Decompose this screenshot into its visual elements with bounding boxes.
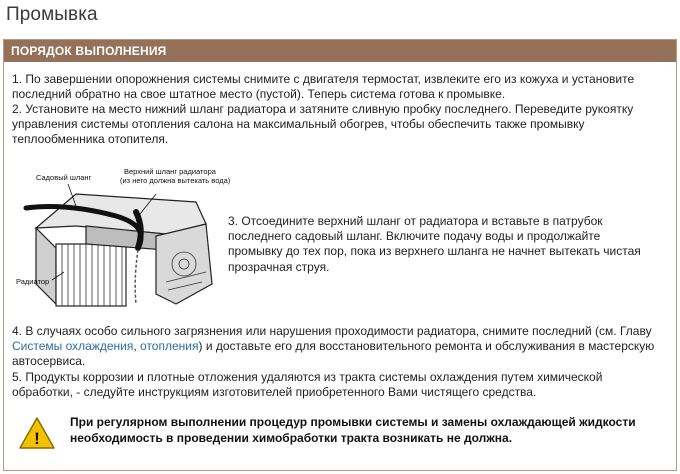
step-3-text: 3. Отсоедините верхний шланг от радиатора и вставьте в патрубок последнего садовый шланг. Включите подачу воды и продолжайте промывку до тех пор, пока из верхнего шланга не начнет вытекать чистая прозрачная струя. (228, 214, 641, 274)
section-header: ПОРЯДОК ВЫПОЛНЕНИЯ (4, 40, 676, 62)
procedure-section (3, 39, 677, 471)
page-title: Промывка (6, 4, 98, 25)
warning-triangle-icon (18, 416, 56, 450)
step-4-text (12, 324, 672, 370)
cooling-system-link[interactable]: Системы охлаждения (12, 339, 134, 354)
label-garden-hose: Садовый шланг (36, 173, 92, 182)
step-5-text: 5. Продукты коррозии и плотные отложения удаляются из тракта системы охлаждения путем химической обработки, - следуйте инструкциям изготовителей приобретенного Вами чистящего средства. (12, 370, 603, 400)
label-upper-hose-line2: (из него должна вытекать вода) (120, 176, 231, 185)
warning-exclamation: ! (34, 429, 40, 448)
warning-text: При регулярном выполнении процедур промывки системы и замены охлаждающей жидкости необходимость в проведении химобработки тракта возникать не должна. (70, 415, 636, 445)
warning-note (18, 412, 668, 456)
heating-link[interactable]: отопления (140, 339, 199, 354)
step-1-text: 1. По завершении опорожнения системы снимите с двигателя термостат, извлеките его из кожуха и установите последний обратно на свое штатное место (пустой). Теперь система готова к промывке. (12, 72, 635, 102)
radiator-flush-illustration (16, 164, 231, 316)
label-radiator: Радиатор (16, 277, 50, 286)
step-4-separator: , (133, 339, 141, 354)
radiator-drawing (16, 164, 231, 316)
step-4-text-before: 4. В случаях особо сильного загрязнения или нарушения проходимости радиатора, снимите последний (см. Главу (12, 324, 652, 338)
step-4-text-after: ) и доставьте его для восстановительного ремонта и обслуживания в мастерскую автосервиса. (12, 339, 655, 369)
step-2-text: 2. Установите на место нижний шланг радиатора и затяните сливную пробку последнего. Переведите рукоятку управления системы отопления салона на максимальный обогрев, чтобы обеспечить также промывку теплообменника отопителя. (12, 102, 634, 147)
label-upper-hose-line1: Верхний шланг радиатора (124, 167, 216, 176)
